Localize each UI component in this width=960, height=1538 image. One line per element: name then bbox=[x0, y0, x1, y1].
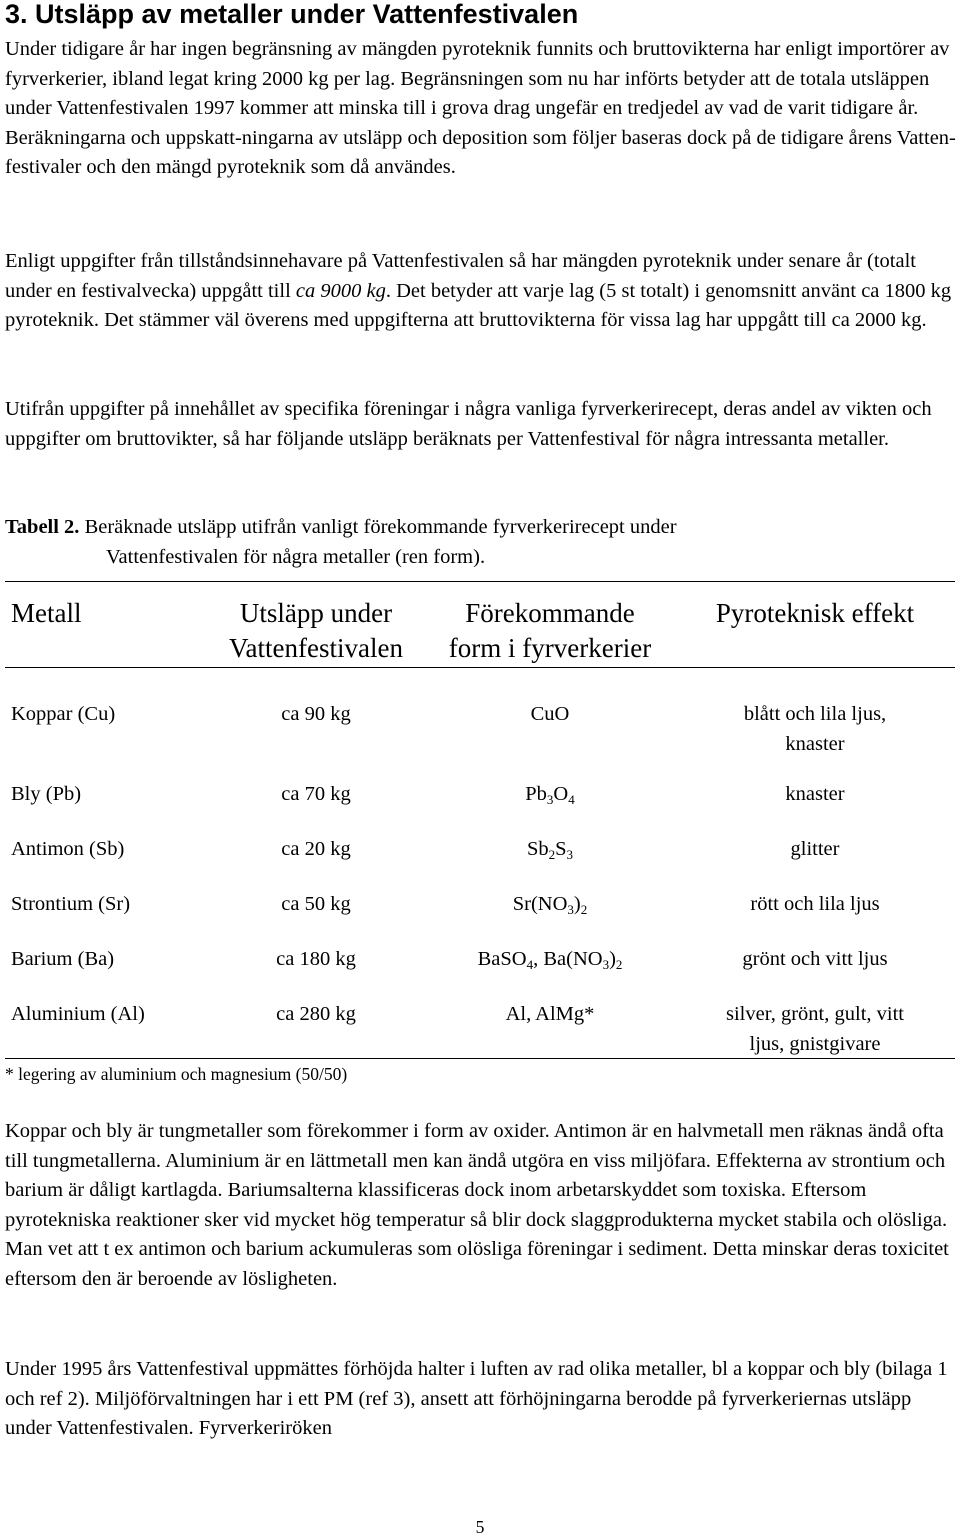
section-heading: 3. Utsläpp av metaller under Vattenfestivalen bbox=[5, 0, 579, 29]
cell-emission: ca 70 kg bbox=[281, 783, 351, 805]
formula-subscript: 3 bbox=[602, 957, 610, 972]
table-caption-label: Tabell 2. bbox=[5, 516, 80, 538]
paragraph-text: Enligt uppgifter från tillståndsinnehavare på Vattenfestivalen så har mängden pyroteknik under senare år (totalt under en festivalvecka) uppgått till bbox=[5, 250, 916, 302]
header-effect: Pyroteknisk effekt bbox=[715, 598, 915, 628]
cell-effect bbox=[675, 932, 955, 987]
effect-line1: rött och lila ljus bbox=[750, 893, 880, 915]
table-row bbox=[5, 932, 955, 987]
table-header-row bbox=[5, 596, 955, 682]
paragraph-pyrotechnics-amount bbox=[5, 247, 957, 336]
paragraph-pyrotechnics-limit: Under tidigare år har ingen begränsning av mängden pyroteknik funnits och bruttovikterna har enligt importörer av fyrverkerier, ibland legat kring 2000 kg per lag. Begränsningen som nu har införts betyder att de totala utsläppen under Vattenfestivalen 1997 kommer att minska till i grova drag ungefär en tredjedel av vad de varit tidigare år. Beräkningarna och uppskatt-ningarna av utsläpp och deposition som följer baseras dock på de tidigare årens Vatten-festivaler och den mängd pyroteknik som då användes. bbox=[5, 38, 956, 178]
formula-subscript: 3 bbox=[566, 847, 574, 862]
formula-subscript: 4 bbox=[526, 957, 534, 972]
paragraph-metal-properties: Koppar och bly är tungmetaller som förekommer i form av oxider. Antimon är en halvmetall men räknas ändå ofta till tungmetallerna. Aluminium är en lättmetall men kan ändå utgöra en viss miljöfara. Effekterna av strontium och barium är dåligt kartlagda. Bariumsalterna klassificeras dock inom arbetarskyddet som toxiska. Eftersom pyrotekniska reaktioner sker vid mycket hög temperatur så blir dock slaggprodukterna mycket stabila och olösliga. Man vet att t ex antimon och barium ackumuleras som olösliga föreningar i sediment. Detta minskar deras toxicitet eftersom den är beroende av lösligheten. bbox=[5, 1120, 949, 1290]
cell-metal: Aluminium (Al) bbox=[11, 1003, 145, 1025]
cell-metal: Antimon (Sb) bbox=[11, 838, 125, 860]
effect-line1: glitter bbox=[790, 838, 840, 860]
paragraph-measurements: Under 1995 års Vattenfestival uppmättes förhöjda halter i luften av rad olika metaller, bl a koppar och bly (bilaga 1 och ref 2). Miljöförvaltningen har i ett PM (ref 3), ansett att förhöjningarna berodde på fyrverkeriernas utsläpp under Vattenfestivalen. Fyrverkeriröken bbox=[5, 1358, 948, 1439]
header-metal: Metall bbox=[11, 598, 82, 628]
effect-line1: grönt och vitt ljus bbox=[742, 948, 888, 970]
cell-form bbox=[425, 767, 675, 822]
formula-text: , Ba(NO bbox=[533, 948, 603, 970]
cell-effect bbox=[675, 822, 955, 877]
emphasis-amount: ca 9000 kg bbox=[295, 279, 386, 302]
paragraph-calculation-basis: Utifrån uppgifter på innehållet av specifika föreningar i några vanliga fyrverkerirecept, deras andel av vikten och uppgifter om bruttovikter, så har följande utsläpp beräknats per Vattenfestival för några intressanta metaller. bbox=[5, 398, 932, 450]
formula-subscript: 2 bbox=[548, 847, 556, 862]
formula-subscript: 2 bbox=[580, 902, 588, 917]
table-body bbox=[5, 682, 955, 1059]
formula-text: Pb bbox=[525, 783, 547, 805]
header-emission bbox=[207, 596, 425, 682]
cell-metal: Strontium (Sr) bbox=[11, 893, 131, 915]
cell-form bbox=[425, 932, 675, 987]
formula-subscript: 4 bbox=[568, 792, 575, 807]
formula-text: S bbox=[555, 838, 567, 860]
formula-subscript: 3 bbox=[567, 902, 574, 917]
cell-form bbox=[425, 987, 675, 1059]
cell-emission: ca 280 kg bbox=[276, 1003, 356, 1025]
formula-subscript: 2 bbox=[615, 957, 623, 972]
table-row bbox=[5, 987, 955, 1059]
cell-effect bbox=[675, 987, 955, 1059]
paragraph-text: . Det betyder att varje lag (5 st totalt) i genomsnitt använt ca 1800 kg pyroteknik. Det stämmer väl överens med uppgifterna att bruttovikterna för vissa lag har uppgått till ca 2000 kg. bbox=[5, 279, 952, 331]
table-top-rule bbox=[5, 581, 955, 582]
formula-subscript: 3 bbox=[546, 792, 554, 807]
effect-line1: knaster bbox=[785, 783, 845, 805]
header-form-line2: form i fyrverkerier bbox=[448, 633, 652, 663]
cell-form bbox=[425, 682, 675, 767]
effect-line2: knaster bbox=[785, 732, 845, 755]
effect-line1: silver, grönt, gult, vitt bbox=[726, 1003, 904, 1025]
effect-line2: ljus, gnistgivare bbox=[749, 1032, 881, 1055]
cell-metal: Barium (Ba) bbox=[11, 948, 115, 970]
formula-text: BaSO bbox=[477, 948, 527, 970]
formula-text: Sb bbox=[526, 838, 549, 860]
cell-form bbox=[425, 822, 675, 877]
table-caption-text: Beräknade utsläpp utifrån vanligt förekommande fyrverkerirecept under bbox=[79, 516, 677, 538]
formula-text: ) bbox=[573, 893, 581, 915]
formula-text: Sr(NO bbox=[512, 893, 568, 915]
header-emission-line2: Vattenfestivalen bbox=[229, 633, 403, 663]
formula-text: O bbox=[553, 783, 569, 805]
formula-text: CuO bbox=[530, 703, 570, 725]
cell-metal: Bly (Pb) bbox=[11, 783, 82, 805]
cell-effect bbox=[675, 767, 955, 822]
cell-emission: ca 20 kg bbox=[281, 838, 351, 860]
table-row bbox=[5, 877, 955, 932]
formula-text: Al, AlMg* bbox=[505, 1003, 595, 1025]
table-row bbox=[5, 767, 955, 822]
cell-effect bbox=[675, 877, 955, 932]
cell-emission: ca 180 kg bbox=[276, 948, 356, 970]
cell-form bbox=[425, 877, 675, 932]
formula-text: ) bbox=[609, 948, 616, 970]
page-number: 5 bbox=[475, 1517, 485, 1537]
cell-effect bbox=[675, 682, 955, 767]
table-row bbox=[5, 682, 955, 767]
header-form-line1: Förekommande bbox=[465, 598, 635, 628]
cell-emission: ca 90 kg bbox=[281, 703, 351, 725]
header-form bbox=[425, 596, 675, 682]
table-row bbox=[5, 822, 955, 877]
table-caption bbox=[5, 513, 677, 572]
table-caption-text-line2: Vattenfestivalen för några metaller (ren form). bbox=[106, 545, 486, 568]
header-emission-line1: Utsläpp under bbox=[239, 598, 393, 628]
cell-emission: ca 50 kg bbox=[281, 893, 351, 915]
metal-emissions-table bbox=[5, 596, 955, 1059]
effect-line1: blått och lila ljus, bbox=[743, 703, 887, 725]
cell-metal: Koppar (Cu) bbox=[11, 703, 116, 725]
table-footnote: * legering av aluminium och magnesium (50/50) bbox=[5, 1064, 348, 1084]
